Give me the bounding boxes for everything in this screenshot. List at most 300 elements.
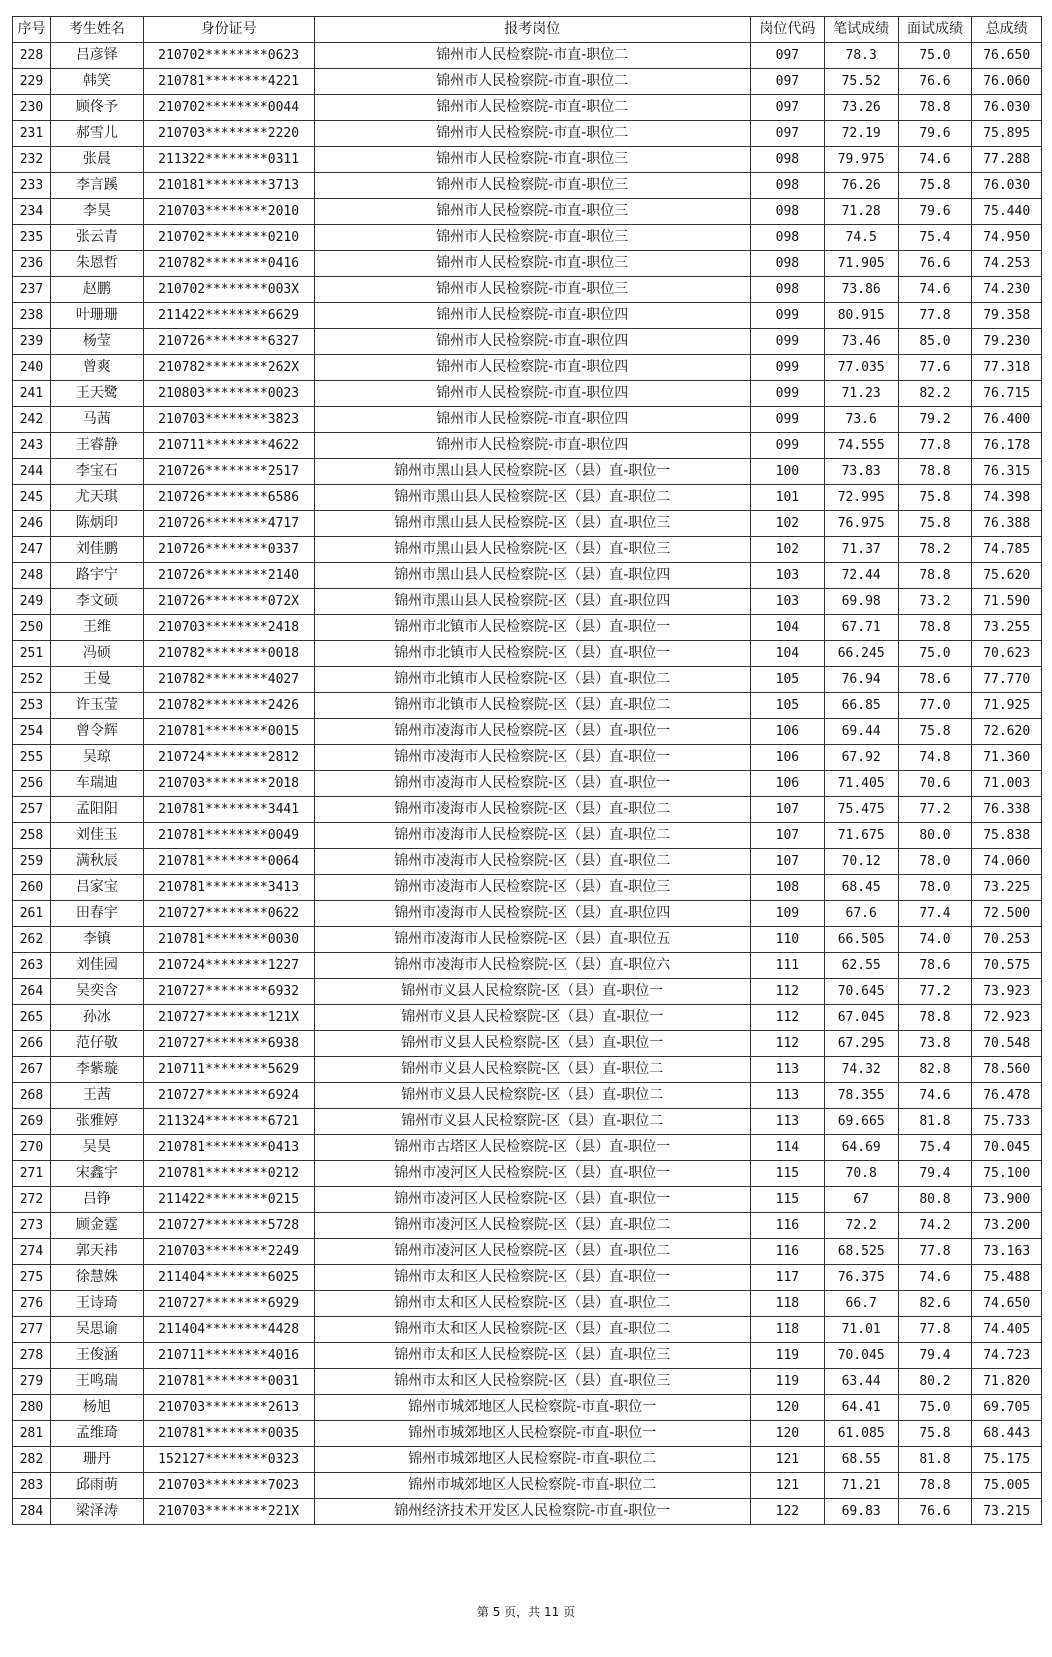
cell-position: 锦州市城郊地区人民检察院-市直-职位一 xyxy=(314,1395,750,1421)
cell-name: 吕彦铎 xyxy=(50,43,143,69)
cell-position: 锦州市凌海市人民检察院-区（县）直-职位一 xyxy=(314,719,750,745)
cell-position: 锦州市黑山县人民检察院-区（县）直-职位四 xyxy=(314,563,750,589)
cell-written-score: 68.55 xyxy=(824,1447,898,1473)
table-row xyxy=(13,355,1042,381)
cell-name: 王曼 xyxy=(50,667,143,693)
cell-total-score: 75.175 xyxy=(972,1447,1042,1473)
cell-written-score: 64.69 xyxy=(824,1135,898,1161)
cell-position-code: 102 xyxy=(750,537,824,563)
cell-interview-score: 75.8 xyxy=(898,511,972,537)
cell-index: 245 xyxy=(13,485,51,511)
table-row xyxy=(13,1343,1042,1369)
cell-position: 锦州市义县人民检察院-区（县）直-职位二 xyxy=(314,1083,750,1109)
cell-position-code: 120 xyxy=(750,1395,824,1421)
cell-id-number: 152127********0323 xyxy=(143,1447,314,1473)
cell-position: 锦州市人民检察院-市直-职位四 xyxy=(314,355,750,381)
cell-position: 锦州市太和区人民检察院-区（县）直-职位一 xyxy=(314,1265,750,1291)
cell-id-number: 210703********2010 xyxy=(143,199,314,225)
cell-index: 249 xyxy=(13,589,51,615)
cell-position-code: 097 xyxy=(750,43,824,69)
cell-total-score: 76.400 xyxy=(972,407,1042,433)
table-row xyxy=(13,953,1042,979)
cell-total-score: 75.440 xyxy=(972,199,1042,225)
cell-written-score: 66.505 xyxy=(824,927,898,953)
cell-position: 锦州市太和区人民检察院-区（县）直-职位三 xyxy=(314,1343,750,1369)
cell-id-number: 210711********4622 xyxy=(143,433,314,459)
cell-position: 锦州市义县人民检察院-区（县）直-职位一 xyxy=(314,1005,750,1031)
table-row xyxy=(13,693,1042,719)
table-row xyxy=(13,1369,1042,1395)
cell-interview-score: 81.8 xyxy=(898,1447,972,1473)
cell-position: 锦州市黑山县人民检察院-区（县）直-职位三 xyxy=(314,511,750,537)
cell-id-number: 210781********0035 xyxy=(143,1421,314,1447)
cell-index: 252 xyxy=(13,667,51,693)
cell-written-score: 75.52 xyxy=(824,69,898,95)
cell-total-score: 71.590 xyxy=(972,589,1042,615)
cell-interview-score: 74.6 xyxy=(898,277,972,303)
cell-id-number: 211422********0215 xyxy=(143,1187,314,1213)
cell-written-score: 75.475 xyxy=(824,797,898,823)
cell-name: 刘佳玉 xyxy=(50,823,143,849)
cell-id-number: 210726********6586 xyxy=(143,485,314,511)
table-row xyxy=(13,1031,1042,1057)
cell-interview-score: 78.8 xyxy=(898,1473,972,1499)
cell-id-number: 210781********0064 xyxy=(143,849,314,875)
cell-index: 248 xyxy=(13,563,51,589)
cell-position: 锦州经济技术开发区人民检察院-市直-职位一 xyxy=(314,1499,750,1525)
cell-index: 270 xyxy=(13,1135,51,1161)
cell-index: 238 xyxy=(13,303,51,329)
cell-position-code: 117 xyxy=(750,1265,824,1291)
cell-id-number: 210724********1227 xyxy=(143,953,314,979)
cell-position-code: 106 xyxy=(750,745,824,771)
cell-position-code: 113 xyxy=(750,1057,824,1083)
cell-interview-score: 77.8 xyxy=(898,1317,972,1343)
cell-name: 杨旭 xyxy=(50,1395,143,1421)
cell-written-score: 71.28 xyxy=(824,199,898,225)
cell-position-code: 107 xyxy=(750,849,824,875)
cell-id-number: 210727********6932 xyxy=(143,979,314,1005)
cell-interview-score: 79.4 xyxy=(898,1343,972,1369)
cell-index: 262 xyxy=(13,927,51,953)
cell-name: 李宝石 xyxy=(50,459,143,485)
cell-name: 李昊 xyxy=(50,199,143,225)
cell-index: 266 xyxy=(13,1031,51,1057)
cell-position-code: 118 xyxy=(750,1317,824,1343)
table-row xyxy=(13,1057,1042,1083)
cell-interview-score: 78.0 xyxy=(898,849,972,875)
cell-written-score: 68.45 xyxy=(824,875,898,901)
cell-total-score: 77.770 xyxy=(972,667,1042,693)
cell-index: 229 xyxy=(13,69,51,95)
cell-index: 265 xyxy=(13,1005,51,1031)
cell-interview-score: 76.6 xyxy=(898,1499,972,1525)
cell-total-score: 73.163 xyxy=(972,1239,1042,1265)
table-row xyxy=(13,901,1042,927)
table-row xyxy=(13,1187,1042,1213)
cell-position-code: 100 xyxy=(750,459,824,485)
cell-name: 王鸣瑞 xyxy=(50,1369,143,1395)
cell-total-score: 69.705 xyxy=(972,1395,1042,1421)
table-row xyxy=(13,1109,1042,1135)
cell-total-score: 76.338 xyxy=(972,797,1042,823)
cell-position: 锦州市人民检察院-市直-职位二 xyxy=(314,43,750,69)
table-row xyxy=(13,69,1042,95)
cell-position: 锦州市凌海市人民检察院-区（县）直-职位一 xyxy=(314,771,750,797)
cell-name: 刘佳鹏 xyxy=(50,537,143,563)
table-row xyxy=(13,1083,1042,1109)
cell-interview-score: 78.8 xyxy=(898,459,972,485)
cell-total-score: 76.060 xyxy=(972,69,1042,95)
cell-total-score: 71.360 xyxy=(972,745,1042,771)
cell-index: 274 xyxy=(13,1239,51,1265)
cell-total-score: 72.923 xyxy=(972,1005,1042,1031)
cell-index: 268 xyxy=(13,1083,51,1109)
cell-position-code: 113 xyxy=(750,1083,824,1109)
table-row xyxy=(13,823,1042,849)
cell-name: 孟阳阳 xyxy=(50,797,143,823)
cell-position: 锦州市义县人民检察院-区（县）直-职位二 xyxy=(314,1109,750,1135)
cell-name: 顾金霆 xyxy=(50,1213,143,1239)
cell-name: 邱雨萌 xyxy=(50,1473,143,1499)
cell-index: 264 xyxy=(13,979,51,1005)
cell-id-number: 210782********0018 xyxy=(143,641,314,667)
cell-total-score: 73.225 xyxy=(972,875,1042,901)
cell-written-score: 66.85 xyxy=(824,693,898,719)
cell-name: 王茜 xyxy=(50,1083,143,1109)
cell-written-score: 66.7 xyxy=(824,1291,898,1317)
cell-name: 顾佟予 xyxy=(50,95,143,121)
cell-interview-score: 81.8 xyxy=(898,1109,972,1135)
cell-name: 韩笑 xyxy=(50,69,143,95)
cell-total-score: 78.560 xyxy=(972,1057,1042,1083)
cell-written-score: 71.23 xyxy=(824,381,898,407)
table-row xyxy=(13,875,1042,901)
cell-written-score: 61.085 xyxy=(824,1421,898,1447)
cell-written-score: 67.045 xyxy=(824,1005,898,1031)
cell-position-code: 098 xyxy=(750,199,824,225)
cell-id-number: 210726********4717 xyxy=(143,511,314,537)
cell-written-score: 72.2 xyxy=(824,1213,898,1239)
cell-index: 279 xyxy=(13,1369,51,1395)
cell-total-score: 77.318 xyxy=(972,355,1042,381)
cell-position-code: 113 xyxy=(750,1109,824,1135)
cell-index: 275 xyxy=(13,1265,51,1291)
cell-written-score: 73.86 xyxy=(824,277,898,303)
cell-total-score: 75.733 xyxy=(972,1109,1042,1135)
cell-position: 锦州市人民检察院-市直-职位二 xyxy=(314,69,750,95)
table-row xyxy=(13,719,1042,745)
cell-position-code: 106 xyxy=(750,771,824,797)
cell-index: 240 xyxy=(13,355,51,381)
cell-position: 锦州市凌海市人民检察院-区（县）直-职位一 xyxy=(314,745,750,771)
table-row xyxy=(13,95,1042,121)
cell-total-score: 68.443 xyxy=(972,1421,1042,1447)
cell-index: 246 xyxy=(13,511,51,537)
cell-id-number: 210782********0416 xyxy=(143,251,314,277)
cell-id-number: 210726********2517 xyxy=(143,459,314,485)
cell-index: 261 xyxy=(13,901,51,927)
cell-interview-score: 77.2 xyxy=(898,979,972,1005)
cell-id-number: 210727********6938 xyxy=(143,1031,314,1057)
cell-total-score: 76.030 xyxy=(972,95,1042,121)
header-id-number: 身份证号 xyxy=(143,17,314,43)
cell-written-score: 68.525 xyxy=(824,1239,898,1265)
table-row xyxy=(13,1161,1042,1187)
cell-position-code: 098 xyxy=(750,251,824,277)
table-row xyxy=(13,121,1042,147)
cell-interview-score: 78.6 xyxy=(898,667,972,693)
cell-position-code: 097 xyxy=(750,121,824,147)
cell-total-score: 71.925 xyxy=(972,693,1042,719)
table-row xyxy=(13,433,1042,459)
cell-index: 280 xyxy=(13,1395,51,1421)
cell-id-number: 210727********121X xyxy=(143,1005,314,1031)
cell-interview-score: 85.0 xyxy=(898,329,972,355)
cell-position: 锦州市黑山县人民检察院-区（县）直-职位四 xyxy=(314,589,750,615)
cell-name: 曾令辉 xyxy=(50,719,143,745)
table-row xyxy=(13,407,1042,433)
cell-name: 徐慧姝 xyxy=(50,1265,143,1291)
cell-position-code: 105 xyxy=(750,667,824,693)
cell-position-code: 099 xyxy=(750,329,824,355)
cell-total-score: 70.253 xyxy=(972,927,1042,953)
cell-index: 277 xyxy=(13,1317,51,1343)
cell-position-code: 099 xyxy=(750,433,824,459)
score-table xyxy=(12,16,1042,1525)
cell-total-score: 73.923 xyxy=(972,979,1042,1005)
cell-position-code: 110 xyxy=(750,927,824,953)
cell-written-score: 66.245 xyxy=(824,641,898,667)
table-row xyxy=(13,745,1042,771)
cell-name: 王诗琦 xyxy=(50,1291,143,1317)
cell-id-number: 211404********6025 xyxy=(143,1265,314,1291)
cell-index: 272 xyxy=(13,1187,51,1213)
cell-interview-score: 78.8 xyxy=(898,563,972,589)
cell-total-score: 79.230 xyxy=(972,329,1042,355)
table-row xyxy=(13,1447,1042,1473)
table-row xyxy=(13,43,1042,69)
cell-index: 278 xyxy=(13,1343,51,1369)
cell-total-score: 76.478 xyxy=(972,1083,1042,1109)
cell-interview-score: 79.4 xyxy=(898,1161,972,1187)
cell-interview-score: 75.4 xyxy=(898,225,972,251)
cell-id-number: 210726********072X xyxy=(143,589,314,615)
cell-index: 244 xyxy=(13,459,51,485)
cell-name: 朱恩哲 xyxy=(50,251,143,277)
table-row xyxy=(13,615,1042,641)
cell-total-score: 74.398 xyxy=(972,485,1042,511)
cell-total-score: 71.003 xyxy=(972,771,1042,797)
cell-position-code: 116 xyxy=(750,1239,824,1265)
cell-interview-score: 77.8 xyxy=(898,303,972,329)
cell-position-code: 109 xyxy=(750,901,824,927)
table-row xyxy=(13,329,1042,355)
cell-interview-score: 75.8 xyxy=(898,719,972,745)
cell-name: 李镇 xyxy=(50,927,143,953)
cell-written-score: 76.26 xyxy=(824,173,898,199)
cell-interview-score: 79.6 xyxy=(898,199,972,225)
cell-id-number: 211422********6629 xyxy=(143,303,314,329)
cell-written-score: 67.92 xyxy=(824,745,898,771)
cell-name: 宋鑫宇 xyxy=(50,1161,143,1187)
table-row xyxy=(13,927,1042,953)
cell-written-score: 67.295 xyxy=(824,1031,898,1057)
cell-name: 吴思谕 xyxy=(50,1317,143,1343)
cell-total-score: 76.178 xyxy=(972,433,1042,459)
cell-interview-score: 77.2 xyxy=(898,797,972,823)
cell-position-code: 119 xyxy=(750,1343,824,1369)
cell-index: 251 xyxy=(13,641,51,667)
cell-position: 锦州市人民检察院-市直-职位二 xyxy=(314,121,750,147)
cell-interview-score: 73.2 xyxy=(898,589,972,615)
cell-total-score: 75.488 xyxy=(972,1265,1042,1291)
cell-position-code: 097 xyxy=(750,95,824,121)
cell-position-code: 101 xyxy=(750,485,824,511)
cell-id-number: 211404********4428 xyxy=(143,1317,314,1343)
cell-id-number: 210703********3823 xyxy=(143,407,314,433)
cell-total-score: 74.060 xyxy=(972,849,1042,875)
cell-name: 车瑞迪 xyxy=(50,771,143,797)
cell-position-code: 104 xyxy=(750,641,824,667)
cell-interview-score: 78.8 xyxy=(898,1005,972,1031)
cell-index: 282 xyxy=(13,1447,51,1473)
table-row xyxy=(13,381,1042,407)
cell-written-score: 74.555 xyxy=(824,433,898,459)
cell-total-score: 76.315 xyxy=(972,459,1042,485)
cell-position-code: 115 xyxy=(750,1187,824,1213)
cell-position: 锦州市太和区人民检察院-区（县）直-职位三 xyxy=(314,1369,750,1395)
cell-written-score: 64.41 xyxy=(824,1395,898,1421)
table-row xyxy=(13,537,1042,563)
cell-position-code: 106 xyxy=(750,719,824,745)
cell-total-score: 70.045 xyxy=(972,1135,1042,1161)
cell-id-number: 210702********003X xyxy=(143,277,314,303)
cell-position-code: 112 xyxy=(750,979,824,1005)
cell-written-score: 69.44 xyxy=(824,719,898,745)
cell-position-code: 118 xyxy=(750,1291,824,1317)
cell-position: 锦州市城郊地区人民检察院-市直-职位一 xyxy=(314,1421,750,1447)
cell-id-number: 210781********0015 xyxy=(143,719,314,745)
cell-index: 260 xyxy=(13,875,51,901)
table-row xyxy=(13,459,1042,485)
cell-name: 李言蹊 xyxy=(50,173,143,199)
cell-name: 王维 xyxy=(50,615,143,641)
cell-written-score: 76.375 xyxy=(824,1265,898,1291)
table-row xyxy=(13,1135,1042,1161)
cell-name: 曾爽 xyxy=(50,355,143,381)
cell-name: 王俊涵 xyxy=(50,1343,143,1369)
cell-interview-score: 78.6 xyxy=(898,953,972,979)
cell-position-code: 107 xyxy=(750,823,824,849)
cell-id-number: 210703********7023 xyxy=(143,1473,314,1499)
cell-written-score: 70.645 xyxy=(824,979,898,1005)
table-row xyxy=(13,563,1042,589)
cell-index: 271 xyxy=(13,1161,51,1187)
cell-interview-score: 74.8 xyxy=(898,745,972,771)
cell-name: 马茜 xyxy=(50,407,143,433)
cell-name: 吴昊 xyxy=(50,1135,143,1161)
cell-total-score: 73.255 xyxy=(972,615,1042,641)
table-row xyxy=(13,667,1042,693)
cell-total-score: 72.620 xyxy=(972,719,1042,745)
cell-position: 锦州市凌河区人民检察院-区（县）直-职位一 xyxy=(314,1161,750,1187)
header-row xyxy=(13,17,1042,43)
table-row xyxy=(13,251,1042,277)
cell-written-score: 69.665 xyxy=(824,1109,898,1135)
cell-interview-score: 76.6 xyxy=(898,251,972,277)
cell-index: 259 xyxy=(13,849,51,875)
cell-total-score: 75.895 xyxy=(972,121,1042,147)
cell-interview-score: 75.0 xyxy=(898,43,972,69)
cell-name: 张雅婷 xyxy=(50,1109,143,1135)
cell-interview-score: 75.4 xyxy=(898,1135,972,1161)
cell-total-score: 74.405 xyxy=(972,1317,1042,1343)
cell-id-number: 210727********6929 xyxy=(143,1291,314,1317)
cell-total-score: 76.388 xyxy=(972,511,1042,537)
cell-position-code: 107 xyxy=(750,797,824,823)
cell-index: 257 xyxy=(13,797,51,823)
cell-written-score: 63.44 xyxy=(824,1369,898,1395)
cell-written-score: 69.83 xyxy=(824,1499,898,1525)
cell-index: 228 xyxy=(13,43,51,69)
cell-position: 锦州市太和区人民检察院-区（县）直-职位二 xyxy=(314,1291,750,1317)
table-row xyxy=(13,1499,1042,1525)
cell-interview-score: 74.6 xyxy=(898,1265,972,1291)
cell-name: 陈炳印 xyxy=(50,511,143,537)
cell-position-code: 103 xyxy=(750,589,824,615)
cell-position-code: 121 xyxy=(750,1473,824,1499)
cell-position-code: 105 xyxy=(750,693,824,719)
cell-position: 锦州市人民检察院-市直-职位三 xyxy=(314,173,750,199)
cell-interview-score: 74.0 xyxy=(898,927,972,953)
cell-name: 满秋辰 xyxy=(50,849,143,875)
cell-interview-score: 78.8 xyxy=(898,95,972,121)
cell-position: 锦州市凌海市人民检察院-区（县）直-职位四 xyxy=(314,901,750,927)
table-row xyxy=(13,1213,1042,1239)
cell-id-number: 210711********4016 xyxy=(143,1343,314,1369)
cell-total-score: 74.230 xyxy=(972,277,1042,303)
header-name: 考生姓名 xyxy=(50,17,143,43)
cell-written-score: 71.37 xyxy=(824,537,898,563)
cell-position: 锦州市北镇市人民检察院-区（县）直-职位二 xyxy=(314,667,750,693)
cell-interview-score: 78.8 xyxy=(898,615,972,641)
cell-written-score: 72.19 xyxy=(824,121,898,147)
cell-index: 253 xyxy=(13,693,51,719)
cell-interview-score: 74.2 xyxy=(898,1213,972,1239)
cell-total-score: 70.548 xyxy=(972,1031,1042,1057)
cell-position: 锦州市凌海市人民检察院-区（县）直-职位二 xyxy=(314,823,750,849)
cell-total-score: 76.030 xyxy=(972,173,1042,199)
cell-index: 283 xyxy=(13,1473,51,1499)
cell-name: 路宇宁 xyxy=(50,563,143,589)
cell-interview-score: 73.8 xyxy=(898,1031,972,1057)
cell-id-number: 210782********262X xyxy=(143,355,314,381)
table-row xyxy=(13,225,1042,251)
cell-interview-score: 75.8 xyxy=(898,485,972,511)
cell-position: 锦州市人民检察院-市直-职位四 xyxy=(314,329,750,355)
cell-position: 锦州市人民检察院-市直-职位二 xyxy=(314,95,750,121)
cell-written-score: 73.83 xyxy=(824,459,898,485)
cell-index: 242 xyxy=(13,407,51,433)
cell-position-code: 097 xyxy=(750,69,824,95)
cell-index: 239 xyxy=(13,329,51,355)
cell-position-code: 099 xyxy=(750,355,824,381)
cell-total-score: 74.950 xyxy=(972,225,1042,251)
cell-position: 锦州市凌河区人民检察院-区（县）直-职位二 xyxy=(314,1239,750,1265)
cell-interview-score: 74.6 xyxy=(898,1083,972,1109)
cell-position: 锦州市义县人民检察院-区（县）直-职位一 xyxy=(314,979,750,1005)
